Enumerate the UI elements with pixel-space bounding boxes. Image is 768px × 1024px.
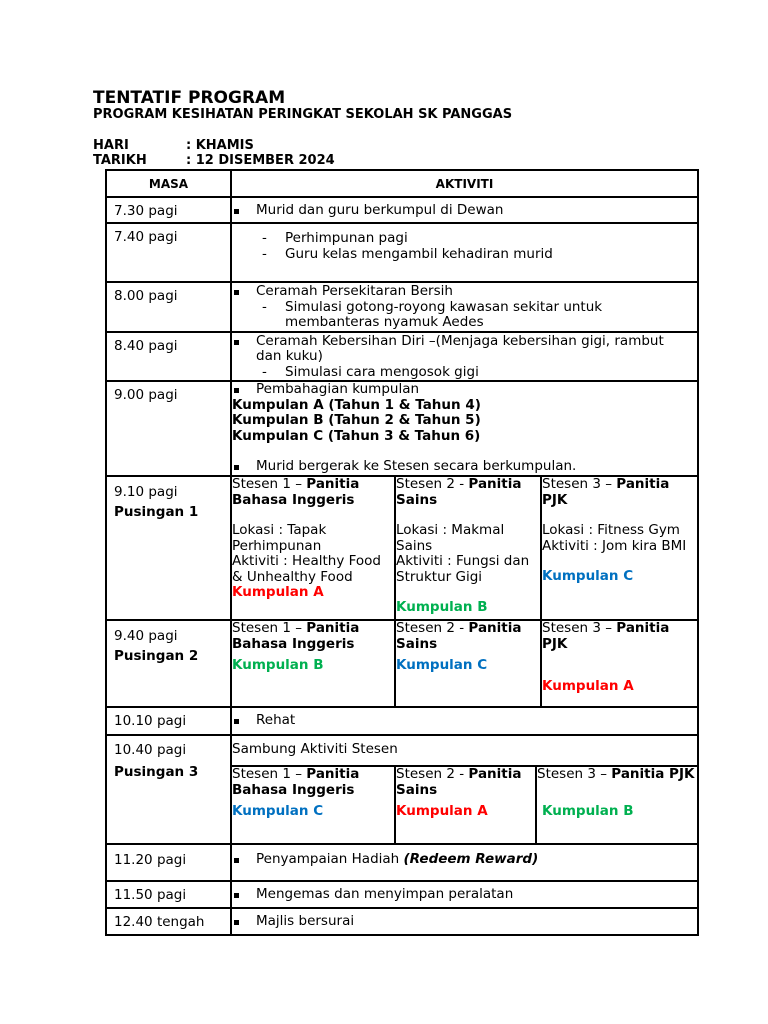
station-1-name: Panitia Bahasa Inggeris xyxy=(232,476,360,508)
schedule-table xyxy=(105,169,699,936)
tarikh-label: TARIKH xyxy=(93,153,147,168)
station-3-cell xyxy=(541,621,697,706)
station-1-group: Kumpulan C xyxy=(232,803,324,819)
station-2-group: Kumpulan A xyxy=(396,803,488,819)
row-activity xyxy=(231,620,698,707)
tarikh-line xyxy=(93,153,335,168)
hari-line xyxy=(93,138,254,153)
station-1-location: Lokasi : Tapak Perhimpunan xyxy=(232,522,327,554)
station-2-group: Kumpulan C xyxy=(396,657,488,673)
station-grid xyxy=(232,477,697,619)
sub-item: - Simulasi gotong-royong kawasan sekitar untuk membanteras nyamuk Aedes xyxy=(232,300,697,331)
table-row xyxy=(106,844,698,881)
station-3-group: Kumpulan A xyxy=(542,678,634,694)
row-time: 11.50 pagi xyxy=(106,881,231,908)
station-2-prefix: Stesen 2 - xyxy=(396,620,469,636)
station-3-prefix: Stesen 3 – xyxy=(537,766,612,782)
header-aktiviti: AKTIVITI xyxy=(231,170,698,197)
row-time: 10.10 pagi xyxy=(106,707,231,735)
station-3-group: Kumpulan C xyxy=(542,568,634,584)
reward-text: Penyampaian Hadiah xyxy=(256,851,404,867)
table-row xyxy=(106,476,698,620)
station-3-name: Panitia PJK xyxy=(542,620,670,652)
row-time: 12.40 tengah xyxy=(106,908,231,935)
station-3-cell xyxy=(541,477,697,619)
station-3-group: Kumpulan B xyxy=(542,802,634,819)
table-row xyxy=(106,620,698,707)
station-2-prefix: Stesen 2 - xyxy=(396,766,469,782)
row-activity xyxy=(231,881,698,908)
station-1-cell xyxy=(232,477,395,619)
bullet-item: Rehat xyxy=(232,713,697,729)
station-2-cell xyxy=(395,621,541,706)
row-time: 8.00 pagi xyxy=(106,282,231,332)
station-3-cell xyxy=(536,767,697,843)
station-1-cell xyxy=(232,767,395,843)
document-subtitle: PROGRAM KESIHATAN PERINGKAT SEKOLAH SK PANGGAS xyxy=(93,107,513,122)
station-2-prefix: Stesen 2 - xyxy=(396,476,469,492)
table-row xyxy=(106,908,698,935)
round-label: Pusingan 1 xyxy=(114,504,199,520)
time-label: 9.40 pagi xyxy=(114,628,178,644)
station-2-activity: Aktiviti : Fungsi dan Struktur Gigi xyxy=(396,553,530,585)
station-3-name: Panitia PJK xyxy=(542,476,670,508)
bullet-item: Ceramah Kebersihan Diri –(Menjaga kebersihan gigi, rambut dan kuku) xyxy=(232,334,697,365)
row-time: 7.40 pagi xyxy=(106,223,231,282)
document-title: TENTATIF PROGRAM xyxy=(93,88,286,108)
row-time: 11.20 pagi xyxy=(106,844,231,881)
station-3-activity: Aktiviti : Jom kira BMI xyxy=(542,537,687,554)
group-b-definition: Kumpulan B (Tahun 2 & Tahun 5) xyxy=(232,412,481,428)
station-1-prefix: Stesen 1 – xyxy=(232,476,307,492)
hari-label: HARI xyxy=(93,138,129,153)
row-time: 8.40 pagi xyxy=(106,332,231,382)
row-activity xyxy=(231,381,698,476)
table-row xyxy=(106,332,698,382)
group-c-definition: Kumpulan C (Tahun 3 & Tahun 6) xyxy=(232,427,481,444)
table-row xyxy=(106,735,698,844)
row-time xyxy=(106,620,231,707)
station-2-cell xyxy=(395,767,536,843)
station-2-name: Panitia Sains xyxy=(396,476,522,508)
table-row xyxy=(106,282,698,332)
bullet-item xyxy=(232,852,697,868)
station-1-prefix: Stesen 1 – xyxy=(232,620,307,636)
station-3-prefix: Stesen 3 – xyxy=(542,620,617,636)
table-row xyxy=(106,707,698,735)
row-activity xyxy=(231,282,698,332)
station-1-activity: Aktiviti : Healthy Food & Unhealthy Food xyxy=(232,553,381,585)
group-a-definition: Kumpulan A (Tahun 1 & Tahun 4) xyxy=(232,396,481,413)
row-time xyxy=(106,735,231,844)
station-1-cell xyxy=(232,621,395,706)
row-activity xyxy=(231,844,698,881)
bullet-item: Ceramah Persekitaran Bersih xyxy=(232,284,697,300)
sub-item: - Guru kelas mengambil kehadiran murid xyxy=(232,247,697,263)
row-time: 7.30 pagi xyxy=(106,197,231,223)
station-grid xyxy=(232,621,697,706)
station-3-location: Lokasi : Fitness Gym xyxy=(542,522,680,538)
header-masa: MASA xyxy=(106,170,231,197)
row-activity xyxy=(231,223,698,282)
bullet-item: Majlis bersurai xyxy=(232,914,697,930)
bullet-item: Murid dan guru berkumpul di Dewan xyxy=(232,203,697,219)
hari-value: : KHAMIS xyxy=(186,138,254,153)
row-activity xyxy=(231,476,698,620)
tarikh-value: : 12 DISEMBER 2024 xyxy=(186,153,335,168)
row-activity xyxy=(231,735,698,844)
sub-item: - Perhimpunan pagi xyxy=(232,231,697,247)
bullet-item: Mengemas dan menyimpan peralatan xyxy=(232,887,697,903)
station-3-name: Panitia PJK xyxy=(611,766,695,782)
reward-emphasis: (Redeem Reward) xyxy=(403,851,539,867)
bullet-item: Pembahagian kumpulan xyxy=(232,382,697,398)
table-row xyxy=(106,197,698,223)
time-label: 9.10 pagi xyxy=(114,484,178,500)
bullet-item: Murid bergerak ke Stesen secara berkumpulan. xyxy=(232,459,697,475)
station-2-group: Kumpulan B xyxy=(396,599,488,615)
continue-station-note: Sambung Aktiviti Stesen xyxy=(232,736,697,767)
station-2-name: Panitia Sains xyxy=(396,620,522,652)
station-2-location: Lokasi : Makmal Sains xyxy=(396,522,505,554)
round-label: Pusingan 3 xyxy=(114,764,199,780)
table-row xyxy=(106,223,698,282)
sub-item: - Simulasi cara mengosok gigi xyxy=(232,365,697,381)
station-1-group: Kumpulan B xyxy=(232,657,324,673)
station-1-name: Panitia Bahasa Inggeris xyxy=(232,620,360,652)
table-header-row xyxy=(106,170,698,197)
time-label: 10.40 pagi xyxy=(114,742,187,758)
station-1-name: Panitia Bahasa Inggeris xyxy=(232,766,360,798)
station-2-name: Panitia Sains xyxy=(396,766,522,798)
station-1-prefix: Stesen 1 – xyxy=(232,766,307,782)
row-activity xyxy=(231,332,698,382)
row-time xyxy=(106,476,231,620)
station-3-prefix: Stesen 3 – xyxy=(542,476,617,492)
row-activity xyxy=(231,707,698,735)
row-time: 9.00 pagi xyxy=(106,381,231,476)
station-1-group: Kumpulan A xyxy=(232,584,324,600)
round-label: Pusingan 2 xyxy=(114,648,199,664)
station-2-cell xyxy=(395,477,541,619)
row-activity xyxy=(231,197,698,223)
table-row xyxy=(106,881,698,908)
table-row xyxy=(106,381,698,476)
station-grid xyxy=(232,767,697,843)
row-activity xyxy=(231,908,698,935)
